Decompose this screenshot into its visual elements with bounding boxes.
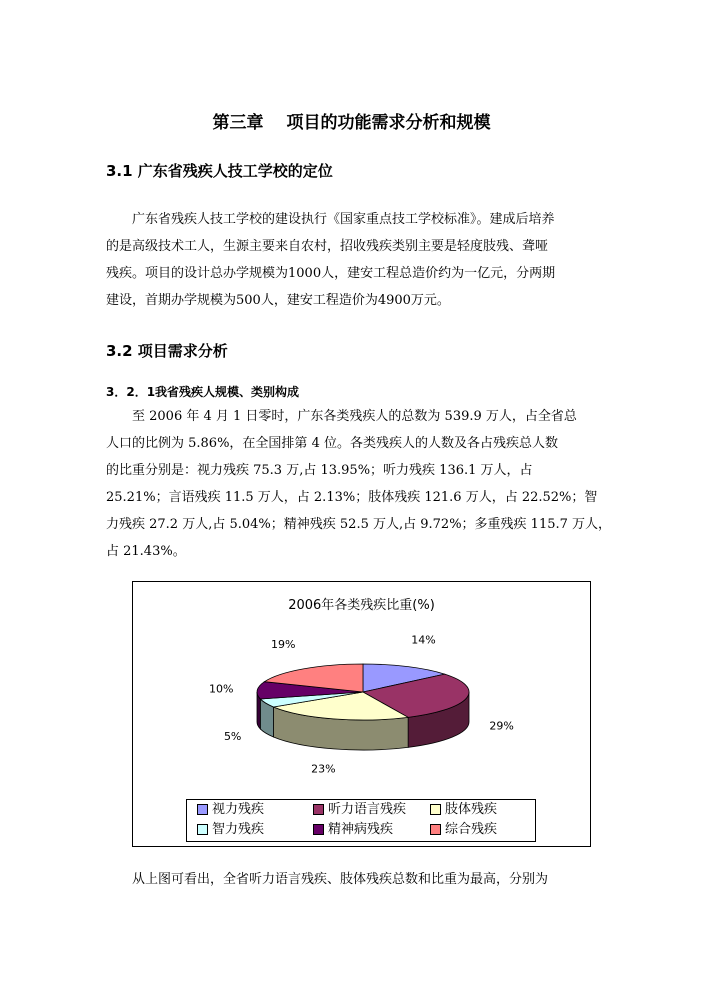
paragraph-line: 广东省残疾人技工学校的建设执行《国家重点技工学校标准》。建成后培养 bbox=[132, 212, 555, 227]
chapter-title: 第三章 项目的功能需求分析和规模 bbox=[212, 113, 491, 133]
section-3-2-heading: 3.2 项目需求分析 bbox=[106, 342, 228, 360]
pie-label-精神病残疾: 10% bbox=[209, 682, 234, 696]
chart-title: 2006年各类残疾比重(%) bbox=[288, 598, 435, 613]
legend-label: 综合残疾 bbox=[445, 822, 498, 837]
legend-swatch bbox=[313, 824, 324, 835]
legend-item-视力残疾 bbox=[197, 801, 264, 819]
paragraph-line: 的比重分别是：视力残疾 75.3 万,占 13.95%；听力残疾 136.1 万人，占 bbox=[106, 463, 533, 478]
legend-swatch bbox=[430, 804, 441, 815]
paragraph-line: 25.21%；言语残疾 11.5 万人，占 2.13%；肢体残疾 121.6 万人，占 22.52%；智 bbox=[106, 490, 598, 505]
legend-item-肢体残疾 bbox=[430, 801, 497, 819]
legend-label: 肢体残疾 bbox=[445, 802, 498, 817]
pie-label-综合残疾: 19% bbox=[270, 638, 296, 652]
pie-label-视力残疾: 14% bbox=[411, 633, 436, 647]
legend-item-听力语言残疾 bbox=[313, 801, 406, 819]
paragraph-line: 占 21.43%。 bbox=[106, 544, 186, 559]
closing-line: 从上图可看出，全省听力语言残疾、肢体残疾总数和比重为最高，分别为 bbox=[132, 872, 549, 887]
legend-label: 视力残疾 bbox=[212, 802, 265, 817]
paragraph-line: 力残疾 27.2 万人,占 5.04%；精神残疾 52.5 万人,占 9.72%；多重残疾 115.7 万人， bbox=[106, 517, 612, 532]
section-3-1-heading: 3.1 广东省残疾人技工学校的定位 bbox=[106, 162, 333, 180]
legend-item-智力残疾 bbox=[197, 821, 264, 839]
pie-label-智力残疾: 5% bbox=[223, 730, 242, 744]
legend-item-综合残疾 bbox=[430, 821, 497, 839]
legend-label: 听力语言残疾 bbox=[328, 802, 407, 817]
legend-label: 精神病残疾 bbox=[328, 822, 394, 837]
paragraph-line: 人口的比例为 5.86%，在全国排第 4 位。各类残疾人的人数及各占残疾总人数 bbox=[106, 436, 558, 451]
paragraph-line: 至 2006 年 4 月 1 日零时，广东各类残疾人的总数为 539.9 万人，占全省总 bbox=[132, 409, 577, 424]
legend-swatch bbox=[313, 804, 324, 815]
legend-label: 智力残疾 bbox=[212, 822, 265, 837]
paragraph-line: 建设，首期办学规模为500人，建安工程造价为4900万元。 bbox=[106, 293, 450, 308]
pie-chart-plot bbox=[133, 582, 590, 797]
paragraph-line: 的是高级技术工人，生源主要来自农村，招收残疾类别主要是轻度肢残、聋哑 bbox=[106, 239, 549, 254]
legend-swatch bbox=[197, 824, 208, 835]
pie-label-肢体残疾: 23% bbox=[311, 762, 336, 776]
paragraph-line: 残疾。项目的设计总办学规模为1000人，建安工程总造价约为一亿元，分两期 bbox=[106, 266, 556, 281]
chart-legend bbox=[186, 799, 536, 842]
legend-swatch bbox=[430, 824, 441, 835]
pie-chart bbox=[132, 581, 591, 847]
pie-label-听力语言残疾: 29% bbox=[489, 719, 514, 733]
subsection-3-2-1-heading: 3．2．1我省残疾人规模、类别构成 bbox=[106, 385, 300, 399]
legend-item-精神病残疾 bbox=[313, 821, 393, 839]
legend-swatch bbox=[197, 804, 208, 815]
